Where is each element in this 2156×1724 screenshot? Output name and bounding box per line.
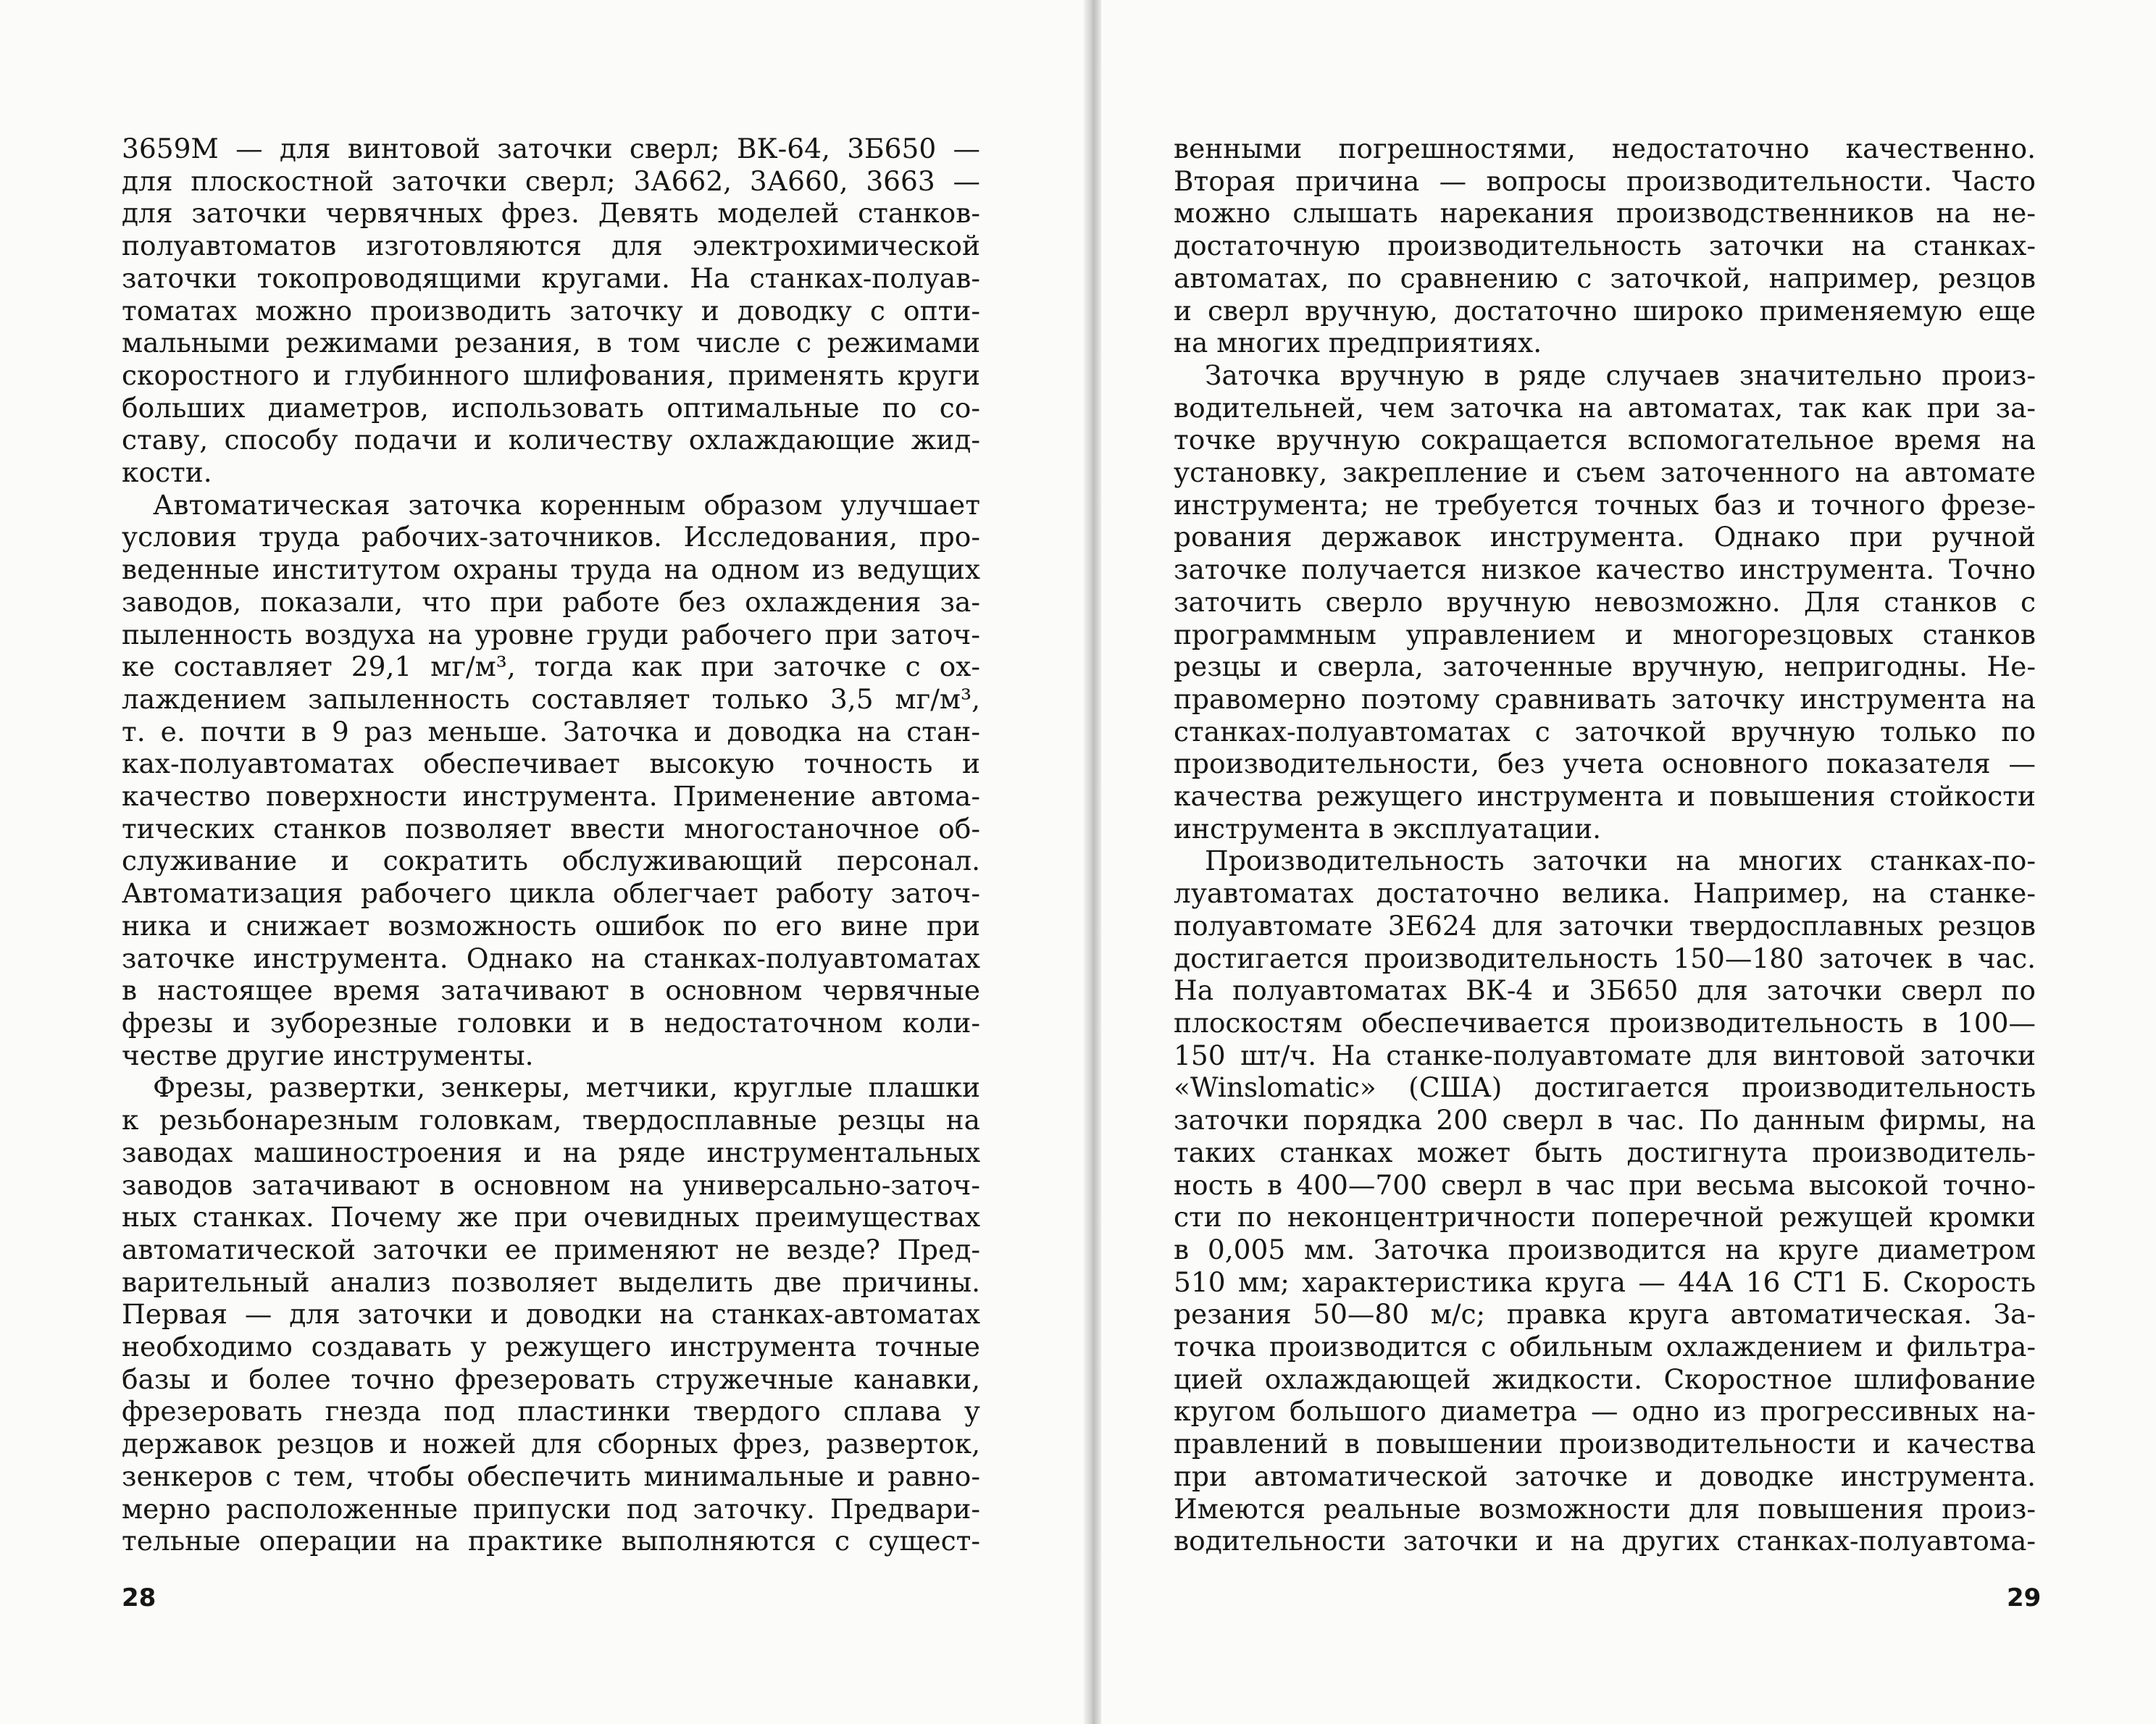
text-line: заточке инструмента. Однако на станках-полуавтоматах — [122, 942, 980, 974]
text-line: для заточки червячных фрез. Девять моделей станков- — [122, 197, 980, 230]
text-line: для плоскостной заточки сверл; 3А662, 3А660, 3663 — — [122, 164, 980, 197]
text-line: заводах машиностроения и на ряде инструментальных — [122, 1136, 980, 1168]
text-line: правлений в повышении производительности и качества — [1174, 1428, 2036, 1460]
text-line: плоскостям обеспечивается производительность в 100— — [1174, 1006, 2036, 1039]
text-line: 150 шт/ч. На станке-полуавтомате для винтовой заточки — [1174, 1039, 2036, 1071]
text-line: водительней, чем заточка на автоматах, так как при за- — [1174, 391, 2036, 424]
text-line: Заточка вручную в ряде случаев значительно произ- — [1205, 359, 2036, 391]
text-line: правомерно поэтому сравнивать заточку инструмента на — [1174, 682, 2036, 715]
text-line: условия труда рабочих-заточников. Исследования, про- — [122, 521, 980, 553]
text-line: ника и снижает возможность ошибок по его вине при — [122, 909, 980, 942]
text-line: рования державок инструмента. Однако при ручной — [1174, 521, 2036, 553]
right-page-text — [1174, 133, 2036, 1557]
text-line: ных станках. Почему же при очевидных преимуществах — [122, 1201, 980, 1234]
text-line: точка производится с обильным охлаждением и фильтра- — [1174, 1331, 2036, 1363]
text-line: цией охлаждающей жидкости. Скоростное шлифование — [1174, 1363, 2036, 1395]
text-line: автоматах, по сравнению с заточкой, например, резцов — [1174, 261, 2036, 294]
text-line: в 0,005 мм. Заточка производится на круге диаметром — [1174, 1233, 2036, 1265]
text-line: водительности заточки и на других станках-полуавтома- — [1174, 1525, 2036, 1557]
text-line: достигается производительность 150—180 заточек в час. — [1174, 942, 2036, 974]
text-line: державок резцов и ножей для сборных фрез, разверток, — [122, 1428, 980, 1460]
text-line: венными погрешностями, недостаточно качественно. — [1174, 133, 2036, 164]
text-line: базы и более точно фрезеровать стружечные канавки, — [122, 1363, 980, 1395]
text-line: служивание и сократить обслуживающий персонал. — [122, 845, 980, 877]
text-line: лаждением запыленность составляет только 3,5 мг/м³, — [122, 682, 980, 715]
text-line: станках-полуавтоматах с заточкой вручную только по — [1174, 715, 2036, 748]
page-number: 29 — [2007, 1583, 2042, 1612]
text-line: кости. — [122, 456, 212, 489]
text-line: больших диаметров, использовать оптимальные по со- — [122, 391, 980, 424]
text-line: кругом большого диаметра — одно из прогрессивных на- — [1174, 1395, 2036, 1428]
book-gutter — [1084, 0, 1101, 1724]
text-line: ставу, способу подачи и количеству охлаждающие жид- — [122, 424, 980, 456]
text-line: заточки токопроводящими кругами. На станках-полуав- — [122, 261, 980, 294]
text-line: инструмента; не требуется точных баз и точного фрезе- — [1174, 488, 2036, 521]
text-line: заводов, показали, что при работе без охлаждения за- — [122, 585, 980, 618]
text-line: точке вручную сокращается вспомогательное время на — [1174, 424, 2036, 456]
text-line: заточить сверло вручную невозможно. Для станков с — [1174, 585, 2036, 618]
text-line: на многих предприятиях. — [1174, 327, 1542, 359]
text-line: заточки порядка 200 сверл в час. По данным фирмы, на — [1174, 1104, 2036, 1137]
text-line: 510 мм; характеристика круга — 44А 16 СТ1 Б. Скорость — [1174, 1265, 2036, 1298]
text-line: зенкеров с тем, чтобы обеспечить минимальные и равно- — [122, 1460, 980, 1492]
text-line: качества режущего инструмента и повышения стойкости — [1174, 780, 2036, 813]
text-line: Автоматизация рабочего цикла облегчает работу заточ- — [122, 877, 980, 910]
text-line: необходимо создавать у режущего инструмента точные — [122, 1331, 980, 1363]
text-line: Фрезы, развертки, зенкеры, метчики, круглые плашки — [153, 1071, 980, 1104]
text-line: инструмента в эксплуатации. — [1174, 812, 1602, 845]
text-line: «Winslomatic» (США) достигается производительность — [1174, 1071, 2036, 1104]
text-line: таких станках может быть достигнута производитель- — [1174, 1136, 2036, 1168]
text-line: и сверл вручную, достаточно широко применяемую еще — [1174, 294, 2036, 327]
text-line: Автоматическая заточка коренным образом улучшает — [153, 488, 980, 521]
text-line: Производительность заточки на многих станках-по- — [1205, 845, 2036, 877]
left-page-text — [122, 133, 980, 1557]
text-line: т. е. почти в 9 раз меньше. Заточка и доводка на стан- — [122, 715, 980, 748]
text-line: качество поверхности инструмента. Применение автома- — [122, 780, 980, 813]
text-line: резания 50—80 м/с; правка круга автоматическая. За- — [1174, 1298, 2036, 1331]
text-line: Первая — для заточки и доводки на станках-автоматах — [122, 1298, 980, 1331]
text-line: к резьбонарезным головкам, твердосплавные резцы на — [122, 1104, 980, 1137]
text-line: томатах можно производить заточку и доводку с опти- — [122, 294, 980, 327]
right-page — [1101, 0, 2156, 1724]
text-line: варительный анализ позволяет выделить две причины. — [122, 1265, 980, 1298]
text-line: заводов затачивают в основном на универсально-заточ- — [122, 1168, 980, 1201]
text-line: ке составляет 29,1 мг/м³, тогда как при заточке с ох- — [122, 650, 980, 683]
text-line: тельные операции на практике выполняются с сущест- — [122, 1525, 980, 1557]
text-line: пыленность воздуха на уровне груди рабочего при заточ- — [122, 618, 980, 650]
text-line: резцы и сверла, заточенные вручную, непригодны. Не- — [1174, 650, 2036, 683]
text-line: тических станков позволяет ввести многостаночное об- — [122, 812, 980, 845]
text-line: программным управлением и многорезцовых станков — [1174, 618, 2036, 650]
text-line: производительности, без учета основного показателя — — [1174, 748, 2036, 780]
text-line: веденные институтом охраны труда на одном из ведущих — [122, 553, 980, 586]
text-line: полуавтоматов изготовляются для электрохимической — [122, 230, 980, 262]
text-line: мальными режимами резания, в том числе с режимами — [122, 327, 980, 359]
text-line: можно слышать нарекания производственников на не- — [1174, 197, 2036, 230]
text-line: ках-полуавтоматах обеспечивает высокую точность и — [122, 748, 980, 780]
text-line: в настоящее время затачивают в основном червячные — [122, 974, 980, 1007]
text-line: луавтоматах достаточно велика. Например, на станке- — [1174, 877, 2036, 910]
text-line: мерно расположенные припуски под заточку. Предвари- — [122, 1492, 980, 1525]
text-line: установку, закрепление и съем заточенного на автомате — [1174, 456, 2036, 489]
text-line: Имеются реальные возможности для повышения произ- — [1174, 1492, 2036, 1525]
text-line: честве другие инструменты. — [122, 1039, 534, 1071]
text-line: фрезеровать гнезда под пластинки твердого сплава у — [122, 1395, 980, 1428]
text-line: автоматической заточки ее применяют не везде? Пред- — [122, 1233, 980, 1265]
text-line: 3659М — для винтовой заточки сверл; ВК-64, 3Б650 — — [122, 133, 980, 164]
text-line: полуавтомате 3Е624 для заточки твердосплавных резцов — [1174, 909, 2036, 942]
page-number: 28 — [122, 1583, 156, 1612]
text-line: сти по неконцентричности поперечной режущей кромки — [1174, 1201, 2036, 1234]
text-line: ность в 400—700 сверл в час при весьма высокой точно- — [1174, 1168, 2036, 1201]
text-line: при автоматической заточке и доводке инструмента. — [1174, 1460, 2036, 1492]
text-line: достаточную производительность заточки на станках- — [1174, 230, 2036, 262]
text-line: Вторая причина — вопросы производительности. Часто — [1174, 164, 2036, 197]
text-line: заточке получается низкое качество инструмента. Точно — [1174, 553, 2036, 586]
text-line: скоростного и глубинного шлифования, применять круги — [122, 359, 980, 391]
text-line: фрезы и зуборезные головки и в недостаточном коли- — [122, 1006, 980, 1039]
text-line: На полуавтоматах ВК-4 и 3Б650 для заточки сверл по — [1174, 974, 2036, 1007]
